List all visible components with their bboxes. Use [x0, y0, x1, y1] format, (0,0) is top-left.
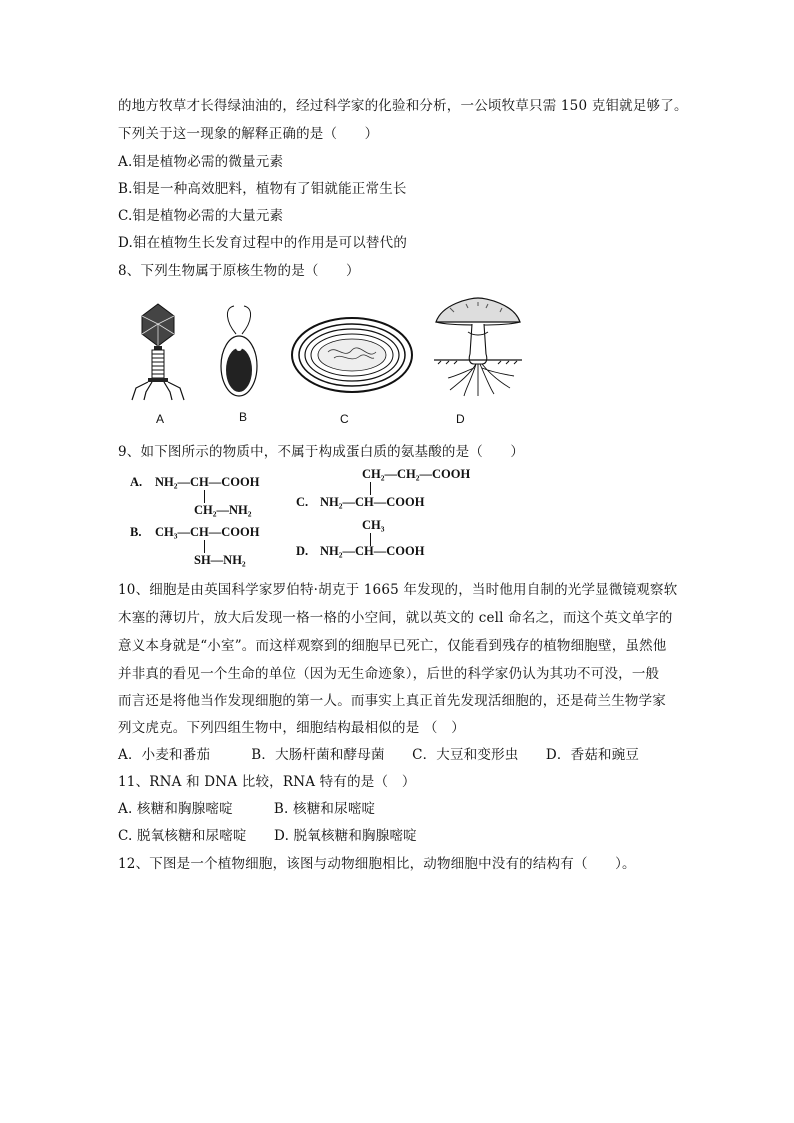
q9-option-a-sidechain: CH₂—NH₂ [194, 503, 252, 517]
q12-stem: 12、下图是一个植物细胞，该图与动物细胞相比，动物细胞中没有的结构有（ ）。 [118, 856, 636, 872]
q9-option-d-formula: NH₂—CH—COOH [320, 544, 425, 558]
q8-stem: 8、下列生物属于原核生物的是（ ） [118, 263, 360, 279]
figure-label-c: C [340, 412, 349, 426]
q9-b-bond [204, 540, 205, 553]
q9-c-bond [370, 482, 371, 495]
q11-options-row1: A. 核糖和胸腺嘧啶 B. 核糖和尿嘧啶 [118, 801, 376, 817]
q11-stem: 11、RNA 和 DNA 比较，RNA 特有的是（ ） [118, 774, 416, 790]
q10-text-line5: 而言还是将他当作发现细胞的第一人。而事实上真正首先发现活细胞的，还是荷兰生物学家 [118, 693, 666, 709]
q9-option-c-formula: NH₂—CH—COOH [320, 495, 425, 509]
figure-label-a: A [156, 412, 165, 426]
q7-option-d: D.钼在植物生长发育过程中的作用是可以替代的 [118, 235, 408, 251]
q9-a-bond [204, 490, 205, 503]
q8-figure-row [118, 296, 538, 430]
q9-option-b-label: B. [130, 525, 142, 539]
q10-text-line4: 并非真的看见一个生命的单位（因为无生命迹象），后世的科学家仍认为其功不可没，一般 [118, 666, 660, 682]
q10-options: A．小麦和番茄 B．大肠杆菌和酵母菌 C．大豆和变形虫 D．香菇和豌豆 [118, 747, 640, 763]
q7-option-c: C.钼是植物必需的大量元素 [118, 208, 284, 224]
figure-label-b: B [239, 410, 248, 424]
q9-option-d-sidechain: CH₃ [362, 518, 385, 532]
q9-option-b-sidechain: SH—NH₂ [194, 553, 246, 567]
q9-option-a-label: A. [130, 475, 143, 489]
q7-option-a: A.钼是植物必需的微量元素 [118, 154, 284, 170]
q9-option-d-label: D. [296, 544, 309, 558]
q11-options-row2: C. 脱氧核糖和尿嘧啶 D. 脱氧核糖和胸腺嘧啶 [118, 828, 417, 844]
q9-stem: 9、如下图所示的物质中，不属于构成蛋白质的氨基酸的是（ ） [118, 444, 525, 460]
q10-text-line6: 列文虎克。下列四组生物中，细胞结构最相似的是 （ ） [118, 720, 465, 736]
q10-text-line3: 意义本身就是“小室”。而这样观察到的细胞早已死亡，仅能看到残存的植物细胞壁，虽然他 [118, 638, 667, 654]
figure-label-d: D [456, 412, 465, 426]
bacteriophage-figure [128, 302, 188, 402]
bacterium-figure [290, 316, 414, 394]
q9-option-c-sidechain: CH₂—CH₂—COOH [362, 467, 471, 481]
q7-option-b: B.钼是一种高效肥料，植物有了钼就能正常生长 [118, 181, 407, 197]
q7-text-line1: 的地方牧草才长得绿油油的，经过科学家的化验和分析，一公顷牧草只需 150 克钼就足够了。 [118, 98, 688, 114]
q10-text-line1: 10、细胞是由英国科学家罗伯特·胡克于 1665 年发现的，当时他用自制的光学显微镜观察软 [118, 582, 678, 598]
q10-text-line2: 木塞的薄切片，放大后发现一格一格的小空间，就以英文的 cell 命名之，而这个英文单字的 [118, 610, 673, 626]
q7-text-line2: 下列关于这一现象的解释正确的是（ ） [118, 126, 379, 142]
q9-option-a-formula: NH₂—CH—COOH [155, 475, 260, 489]
euglena-figure [214, 304, 264, 404]
q9-option-c-label: C. [296, 495, 309, 509]
mushroom-figure [430, 298, 526, 398]
q9-option-b-formula: CH₃—CH—COOH [155, 525, 260, 539]
